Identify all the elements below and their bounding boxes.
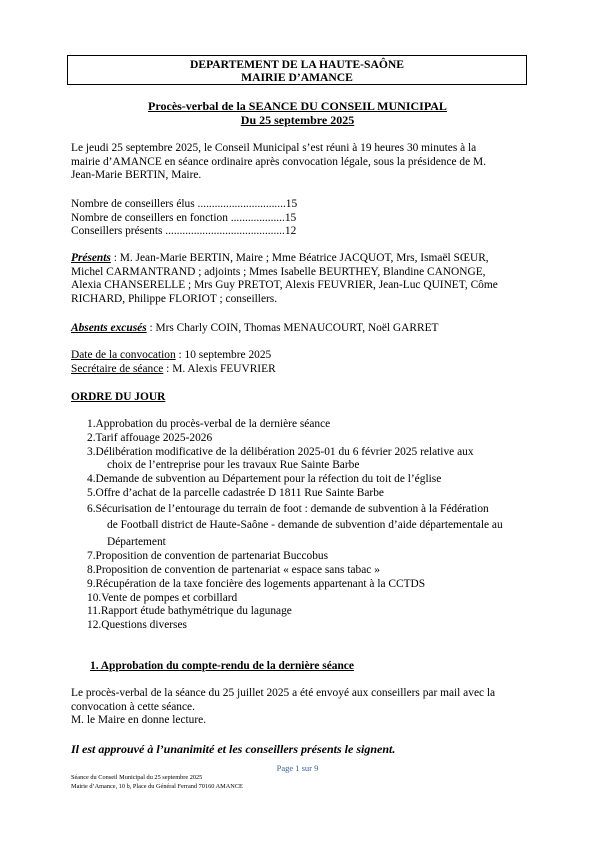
secretaire-label: Secrétaire de séance (71, 362, 164, 375)
presents-line: Michel CARMANTRAND ; adjoints ; Mmes Isabelle BEURTHEY, Blandine CANONGE, (71, 265, 486, 278)
intro-line: Jean-Marie BERTIN, Maire. (71, 169, 202, 181)
agenda-item-text: 4.Demande de subvention au Département pour la réfection du toit de l’église (87, 473, 442, 486)
convocation-label: Date de la convocation (71, 349, 176, 361)
agenda-item (87, 564, 537, 578)
count-elus: Nombre de conseillers élus ...............................15 (71, 198, 298, 210)
presents-line: : M. Jean-Marie BERTIN, Maire ; Mme Béatrice JACQUOT, Mrs, Ismaël SŒUR, (110, 252, 489, 264)
intro-paragraph (71, 142, 531, 183)
agenda-item-continuation: choix de l’entreprise pour les travaux Rue Sainte Barbe (107, 459, 360, 472)
intro-line: Le jeudi 25 septembre 2025, le Conseil Municipal s’est réuni à 19 heures 30 minutes à la (71, 142, 477, 154)
presents-paragraph (71, 252, 531, 306)
agenda-item-text: 10.Vente de pompes et corbillard (87, 591, 238, 604)
agenda-item (87, 605, 537, 619)
footer-address: Mairie d’Amance, 10 b, Place du Général Ferrand 70160 AMANCE (71, 783, 243, 790)
agenda-item (87, 501, 537, 551)
agenda-item (87, 550, 537, 564)
agenda-item-text: 12.Questions diverses (87, 619, 187, 632)
ordre-du-jour-heading: ORDRE DU JOUR (71, 391, 166, 403)
agenda-item (87, 473, 537, 487)
agenda-item-continuation: Département (107, 535, 166, 548)
footer-meta (71, 773, 243, 791)
agenda-item-text: 6.Sécurisation de l’entourage du terrain de foot : demande de subvention à la Fédération (87, 502, 489, 515)
agenda-item (87, 446, 537, 474)
agenda-item-text: 2.Tarif affouage 2025-2026 (87, 431, 213, 444)
header-mairie: MAIRIE D’AMANCE (241, 71, 353, 84)
presents-line: Alexia CHANSERELLE ; Mrs Guy PRETOT, Alexis FEUVRIER, Jean-Luc QUINET, Côme (71, 279, 498, 291)
convocation-info (71, 349, 531, 376)
agenda-item-text: 5.Offre d’achat de la parcelle cadastrée D 1811 Rue Sainte Barbe (87, 486, 384, 499)
count-en-fonction: Nombre de conseillers en fonction ...................15 (71, 211, 297, 224)
section-1-line: Le procès-verbal de la séance du 25 juillet 2025 a été envoyé aux conseillers par mail avec la (71, 687, 496, 699)
document-date: Du 25 septembre 2025 (240, 113, 355, 127)
section-1-line: M. le Maire en donne lecture. (71, 714, 207, 726)
section-1-title: 1. Approbation du compte-rendu de la dernière séance (90, 660, 354, 672)
header-department: DEPARTEMENT DE LA HAUTE-SAÔNE (189, 58, 404, 71)
agenda-list (87, 418, 537, 633)
agenda-item-text: 7.Proposition de convention de partenariat Buccobus (87, 550, 329, 563)
intro-line: mairie d’AMANCE en séance ordinaire après convocation légale, sous la présidence de M. (71, 155, 486, 168)
member-counts (71, 198, 371, 239)
section-1-conclusion: Il est approuvé à l’unanimité et les conseillers présents le signent. (71, 742, 396, 756)
agenda-item (87, 432, 537, 446)
document-title: Procès-verbal de la SEANCE DU CONSEIL MUNICIPAL (148, 99, 447, 113)
agenda-item (87, 619, 537, 633)
agenda-item-text: 3.Délibération modificative de la délibération 2025-01 du 6 février 2025 relative aux (87, 445, 474, 458)
agenda-item-text: 8.Proposition de convention de partenariat « espace sans tabac » (87, 564, 380, 577)
presents-line: RICHARD, Philippe FLORIOT ; conseillers. (71, 292, 278, 305)
agenda-item-text: 9.Récupération de la taxe foncière des logements appartenant à la CCTDS (87, 577, 426, 590)
agenda-item (87, 592, 537, 606)
agenda-item (87, 578, 537, 592)
absents-label: Absents excusés (71, 322, 147, 334)
agenda-item-continuation: de Football district de Haute-Saône - demande de subvention d’aide départementale au (107, 519, 503, 532)
section-1-line: convocation à cette séance. (71, 700, 195, 713)
absents-text: : Mrs Charly COIN, Thomas MENAUCOURT, Noël GARRET (146, 322, 439, 334)
section-1-body (71, 687, 531, 728)
agenda-item-text: 1.Approbation du procès-verbal de la dernière séance (87, 418, 331, 430)
agenda-item-text: 11.Rapport étude bathymétrique du lagunage (87, 605, 292, 618)
page-number: Page 1 sur 9 (276, 763, 319, 773)
absents-paragraph (71, 322, 531, 336)
header-box (67, 55, 527, 85)
convocation-text: : 10 septembre 2025 (175, 349, 272, 361)
secretaire-text: : M. Alexis FEUVRIER (163, 362, 276, 375)
agenda-item (87, 418, 537, 432)
agenda-item (87, 487, 537, 501)
presents-label: Présents (71, 252, 111, 264)
footer-session: Séance du Conseil Municipal du 25 septembre 2025 (71, 774, 203, 781)
count-presents: Conseillers présents ..........................................12 (71, 225, 297, 237)
